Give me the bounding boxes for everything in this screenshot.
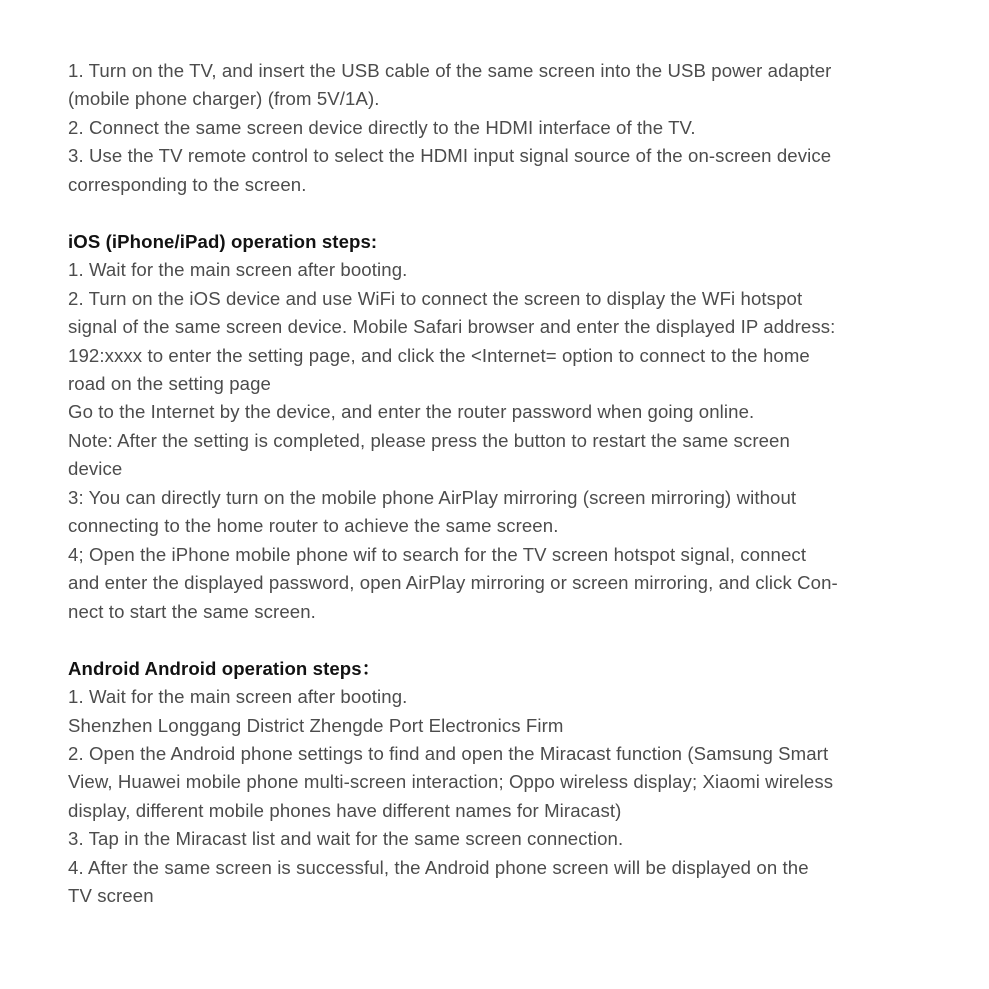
text-line: nect to start the same screen. (68, 600, 316, 622)
text-line: 2. Connect the same screen device directly to the HDMI interface of the TV. (68, 116, 696, 138)
text-line: 4; Open the iPhone mobile phone wif to search for the TV screen hotspot signal, connect (68, 543, 807, 565)
section-heading: iOS (iPhone/iPad) operation steps: (68, 230, 378, 252)
text-line: 3: You can directly turn on the mobile phone AirPlay mirroring (screen mirroring) without (68, 486, 797, 508)
text-line: Note: After the setting is completed, please press the button to restart the same screen (68, 429, 790, 451)
text-line: device (68, 458, 123, 480)
text-line: 192:xxxx to enter the setting page, and click the <Internet= option to connect to the home (68, 344, 810, 366)
section-tv-connection-steps (68, 57, 933, 199)
text-line: corresponding to the screen. (68, 173, 307, 195)
instruction-document (68, 57, 933, 911)
section-heading: Android Android operation steps： (68, 657, 381, 679)
text-line: 2. Open the Android phone settings to find and open the Miracast function (Samsung Smart (68, 742, 829, 764)
text-line: connecting to the home router to achieve the same screen. (68, 515, 559, 537)
section-android-operation-steps (68, 655, 933, 911)
text-line: display, different mobile phones have different names for Miracast) (68, 799, 622, 821)
text-line: 4. After the same screen is successful, the Android phone screen will be displayed on the (68, 856, 809, 878)
text-line: 1. Turn on the TV, and insert the USB cable of the same screen into the USB power adapter (68, 60, 832, 81)
text-line: Go to the Internet by the device, and enter the router password when going online. (68, 401, 755, 423)
section-ios-operation-steps (68, 228, 933, 626)
text-line: View, Huawei mobile phone multi-screen interaction; Oppo wireless display; Xiaomi wireless (68, 771, 834, 793)
text-line: 2. Turn on the iOS device and use WiFi to connect the screen to display the WFi hotspot (68, 287, 803, 309)
text-line: signal of the same screen device. Mobile Safari browser and enter the displayed IP address: (68, 316, 836, 338)
text-line: 3. Tap in the Miracast list and wait for the same screen connection. (68, 828, 624, 850)
text-line: (mobile phone charger) (from 5V/1A). (68, 88, 380, 110)
text-line: 3. Use the TV remote control to select the HDMI input signal source of the on-screen device (68, 145, 832, 167)
text-line: road on the setting page (68, 373, 271, 395)
text-line: and enter the displayed password, open AirPlay mirroring or screen mirroring, and click Con- (68, 572, 838, 594)
text-line: TV screen (68, 885, 154, 907)
text-line: 1. Wait for the main screen after booting. (68, 686, 408, 708)
text-line: 1. Wait for the main screen after booting. (68, 259, 408, 281)
text-line: Shenzhen Longgang District Zhengde Port Electronics Firm (68, 714, 564, 736)
